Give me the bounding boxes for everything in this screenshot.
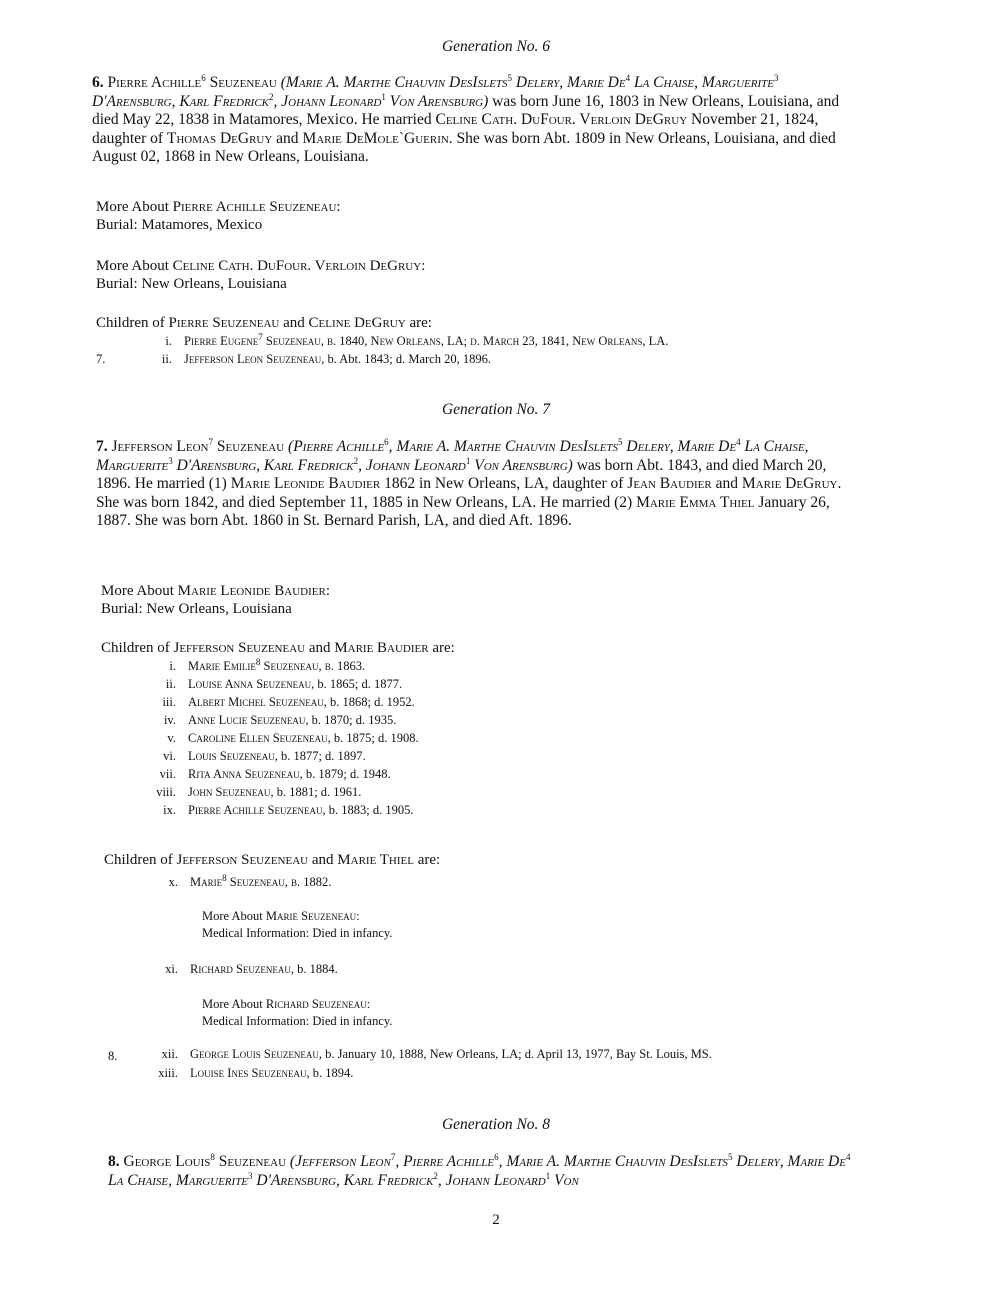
spouse-2-name: Marie Emma Thiel	[636, 493, 755, 511]
more-about-marie-leonide	[101, 582, 330, 618]
entry-number: 8.	[108, 1153, 120, 1170]
child-details: , b. 1877; d. 1897.	[274, 749, 366, 763]
ancestor-3-sup: 3	[168, 455, 173, 466]
child-details: Seuzeneau, b. 1882.	[226, 875, 332, 889]
ancestry-open: (	[276, 74, 286, 91]
more-about-celine	[96, 257, 425, 293]
are-text: are:	[413, 852, 441, 868]
child-row	[150, 731, 419, 746]
person-first-name: Jefferson Leon	[111, 438, 209, 455]
child-numeral: ii.	[161, 352, 172, 366]
child-row	[150, 695, 415, 710]
ancestor-4-sup: 4	[845, 1151, 851, 1162]
colon: :	[421, 258, 426, 274]
child-name: Albert Michel Seuzeneau	[188, 695, 324, 709]
child-row	[152, 1066, 353, 1081]
person-first-name: George Louis	[123, 1153, 211, 1170]
bio-text: . She was born 1842, and died September 11, 1885 in New Orleans, LA. He married (2)	[96, 475, 842, 511]
child-row	[150, 677, 402, 692]
more-about-name: Richard Seuzeneau	[265, 997, 367, 1011]
child-row	[150, 713, 396, 728]
colon: :	[336, 199, 341, 215]
ancestor-6-sup: 6	[384, 436, 389, 447]
entry-number: 7.	[96, 438, 108, 455]
are-text: are:	[428, 640, 455, 656]
ancestor-5: , Marie A. Marthe Chauvin DesIslets	[498, 1153, 728, 1170]
child-name: George Louis Seuzeneau	[190, 1047, 319, 1061]
child-details: , b. 1870; d. 1935.	[305, 713, 397, 727]
ancestor-6: , Pierre Achille	[395, 1153, 495, 1170]
medical-info: Medical Information: Died in infancy.	[202, 1014, 393, 1028]
more-about-label: More About	[101, 583, 178, 599]
child-details: , b. 1894.	[306, 1066, 354, 1080]
ancestor-4: Delery, Marie De	[622, 438, 737, 455]
child-numeral: ii.	[165, 677, 176, 691]
generation-superscript: 8	[210, 1151, 215, 1162]
child-row	[152, 962, 338, 977]
child-numeral: iii.	[162, 695, 176, 709]
bio-text: and	[711, 475, 742, 492]
more-about-label: More About	[202, 909, 266, 923]
child-numeral: i.	[169, 659, 176, 673]
child-row	[150, 749, 366, 764]
child-numeral: xiii.	[158, 1066, 178, 1080]
ancestor-6: (Pierre Achille	[284, 438, 385, 455]
person-8-entry	[108, 1153, 858, 1190]
child-name: Pierre Eugene	[184, 334, 259, 348]
ancestor-1-sup: 1	[465, 455, 471, 466]
person-surname: Seuzeneau	[213, 438, 285, 455]
more-about-name: Pierre Achille Seuzeneau	[172, 199, 337, 215]
child-name: Caroline Ellen Seuzeneau	[188, 731, 328, 745]
child-numeral: x.	[168, 875, 178, 889]
descendant-entry-number: 7.	[96, 352, 106, 366]
child-gen-sup: 7	[258, 331, 263, 342]
child-details: Seuzeneau, b. 1840, New Orleans, LA; d. March 23, 1841, New Orleans, LA.	[262, 334, 669, 348]
ancestor-0: Von Arensburg)	[470, 456, 573, 474]
and-text: and	[279, 315, 309, 331]
spouse-father-name: Thomas DeGruy	[166, 129, 273, 147]
more-about-name: Marie Seuzeneau	[265, 909, 357, 923]
ancestor-0: Von Arensburg)	[385, 92, 489, 110]
more-about-name: Celine Cath. DuFour. Verloin DeGruy	[172, 258, 422, 274]
child-numeral: xi.	[165, 962, 178, 976]
spouse-mother-name: Marie DeMole`Guerin	[302, 129, 449, 147]
child-numeral: vii.	[159, 767, 176, 781]
child-row	[150, 803, 413, 818]
ancestor-2-sup: 2	[353, 455, 359, 466]
ancestor-1-sup: 1	[381, 91, 386, 102]
ancestor-7: (Jefferson Leon	[286, 1153, 391, 1170]
more-about-marie	[202, 908, 392, 942]
child-name: Jefferson Leon Seuzeneau	[184, 352, 322, 366]
bio-text: was born June 16, 1803 in New Orleans, Louisiana, and died May 22, 1838 in Matamores, Mexico. He married	[92, 92, 840, 128]
child-details: , b. 1883; d. 1905.	[322, 803, 414, 817]
person-surname: Seuzeneau	[205, 74, 277, 91]
ancestor-5: Marie A. Marthe Chauvin DesIslets	[285, 74, 508, 91]
burial-info: Burial: New Orleans, Louisiana	[96, 276, 287, 292]
colon: :	[325, 583, 330, 599]
ancestor-5-sup: 5	[727, 1151, 733, 1162]
more-about-label: More About	[96, 258, 173, 274]
child-name: Rita Anna Seuzeneau	[188, 767, 300, 781]
child-name: Marie Emilie	[188, 659, 256, 673]
generation-superscript: 6	[201, 72, 206, 83]
ancestor-6-sup: 6	[494, 1151, 499, 1162]
parent-1: Pierre Seuzeneau	[168, 315, 280, 331]
parent-2: Celine DeGruy	[308, 315, 406, 331]
and-text: and	[305, 640, 335, 656]
ancestor-2: D'Arensburg, Karl Fredrick	[172, 456, 354, 474]
parent-1: Jefferson Seuzeneau	[176, 852, 309, 868]
child-name: Richard Seuzeneau	[190, 962, 291, 976]
are-text: are:	[405, 315, 432, 331]
children-heading-7a	[101, 640, 455, 657]
child-row	[150, 785, 361, 800]
spouse-name: Celine Cath. DuFour. Verloin DeGruy	[435, 111, 688, 128]
ancestor-4: Delery, Marie De	[732, 1153, 846, 1170]
child-row	[150, 767, 391, 782]
ancestor-7-sup: 7	[390, 1151, 396, 1162]
child-numeral: iv.	[163, 713, 176, 727]
ancestor-3: La Chaise, Marguerite	[96, 438, 809, 474]
child-numeral: xii.	[161, 1047, 178, 1061]
medical-info: Medical Information: Died in infancy.	[202, 926, 393, 940]
child-numeral: i.	[165, 334, 172, 348]
child-row	[96, 352, 491, 367]
child-details: , b. January 10, 1888, New Orleans, LA; d. April 13, 1977, Bay St. Louis, MS.	[318, 1047, 712, 1061]
parent-2: Marie Baudier	[334, 640, 429, 656]
child-numeral: viii.	[156, 785, 176, 799]
children-label: Children of	[96, 315, 169, 331]
child-name: Anne Lucie Seuzeneau	[188, 713, 306, 727]
ancestor-2: D'Arensburg, Karl Fredrick	[92, 92, 270, 110]
children-label: Children of	[104, 852, 177, 868]
children-heading-6	[96, 315, 432, 332]
bio-text: was born Abt. 1843, and died March 20, 1896. He married (1)	[96, 456, 827, 492]
spouse-mother-name: Marie DeGruy	[741, 475, 838, 492]
child-name: Marie	[190, 875, 223, 889]
ancestor-5-sup: 5	[618, 436, 623, 447]
child-details: , b. 1884.	[290, 962, 338, 976]
ancestor-2: D'Arensburg, Karl Fredrick	[252, 1171, 434, 1189]
more-about-name: Marie Leonide Baudier	[177, 583, 326, 599]
bio-text: and	[272, 129, 303, 147]
child-details: , b. 1881; d. 1961.	[270, 785, 362, 799]
child-details: , b. 1868; d. 1952.	[323, 695, 415, 709]
child-row	[150, 656, 366, 674]
parent-2: Marie Thiel	[337, 852, 414, 868]
children-label: Children of	[101, 640, 174, 656]
child-numeral: v.	[167, 731, 176, 745]
ancestor-2-sup: 2	[269, 91, 274, 102]
child-row	[146, 331, 669, 349]
generation-8-heading: Generation No. 8	[441, 1116, 551, 1133]
parent-1: Jefferson Seuzeneau	[173, 640, 306, 656]
spouse-1-name: Marie Leonide Baudier	[230, 475, 381, 492]
generation-7-heading: Generation No. 7	[441, 401, 551, 418]
bio-text: November 21, 1824, daughter of	[92, 111, 819, 147]
entry-number: 6.	[92, 74, 104, 91]
more-about-label: More About	[96, 199, 173, 215]
ancestor-1: , Johann Leonard	[437, 1171, 546, 1189]
child-name: John Seuzeneau	[188, 785, 271, 799]
ancestor-0: Von	[550, 1171, 579, 1189]
ancestor-4-sup: 4	[736, 436, 741, 447]
child-name: Louise Anna Seuzeneau	[188, 677, 312, 691]
ancestor-5-sup: 5	[507, 72, 513, 83]
person-surname: Seuzeneau	[214, 1153, 287, 1170]
child-details: , b. Abt. 1843; d. March 20, 1896.	[321, 352, 491, 366]
child-name: Louise Ines Seuzeneau	[190, 1066, 307, 1080]
more-about-richard	[202, 996, 392, 1030]
more-about-label: More About	[202, 997, 266, 1011]
person-6-entry	[92, 74, 852, 167]
burial-info: Burial: New Orleans, Louisiana	[101, 601, 292, 617]
person-7-entry	[96, 438, 846, 531]
ancestor-5: , Marie A. Marthe Chauvin DesIslets	[388, 438, 619, 455]
colon: :	[356, 909, 360, 923]
colon: :	[366, 997, 371, 1011]
bio-text: . She was born Abt. 1809 in New Orleans, Louisiana, and died August 02, 1868 in New Orleans, Louisiana.	[92, 129, 836, 165]
ancestor-4: Delery, Marie De	[512, 74, 626, 91]
child-name: Pierre Achille Seuzeneau	[188, 803, 323, 817]
descendant-entry-number: 8.	[108, 1049, 118, 1063]
generation-6-heading: Generation No. 6	[441, 38, 551, 55]
child-row	[108, 1047, 712, 1063]
ancestor-2-sup: 2	[433, 1170, 438, 1181]
generation-superscript: 7	[208, 436, 213, 447]
ancestor-3: La Chaise, Marguerite	[108, 1171, 249, 1189]
ancestor-1: , Johann Leonard	[358, 456, 466, 474]
more-about-pierre	[96, 198, 341, 234]
ancestor-1: , Johann Leonard	[273, 92, 382, 110]
child-details: Seuzeneau, b. 1863.	[260, 659, 366, 673]
ancestor-3: La Chaise, Marguerite	[630, 74, 774, 91]
child-row	[152, 872, 332, 890]
child-numeral: ix.	[163, 803, 176, 817]
ancestor-3-sup: 3	[774, 72, 779, 83]
page-number: 2	[492, 1212, 500, 1228]
child-details: , b. 1879; d. 1948.	[299, 767, 391, 781]
child-name: Louis Seuzeneau	[188, 749, 275, 763]
ancestor-3-sup: 3	[248, 1170, 253, 1181]
burial-info: Burial: Matamores, Mexico	[96, 217, 263, 233]
children-heading-7b	[104, 852, 440, 869]
child-numeral: vi.	[163, 749, 176, 763]
bio-text: January 26, 1887. She was born Abt. 1860 in St. Bernard Parish, LA, and died Aft. 1896.	[96, 493, 830, 529]
spouse-father-name: Jean Baudier	[627, 475, 712, 492]
person-first-name: Pierre Achille	[107, 74, 202, 91]
ancestor-4-sup: 4	[625, 72, 631, 83]
child-gen-sup: 8	[255, 656, 261, 667]
child-details: , b. 1875; d. 1908.	[327, 731, 419, 745]
bio-text: 1862 in New Orleans, LA, daughter of	[380, 475, 628, 492]
and-text: and	[308, 852, 338, 868]
ancestor-1-sup: 1	[545, 1170, 551, 1181]
child-gen-sup: 8	[222, 872, 227, 883]
child-details: , b. 1865; d. 1877.	[311, 677, 403, 691]
